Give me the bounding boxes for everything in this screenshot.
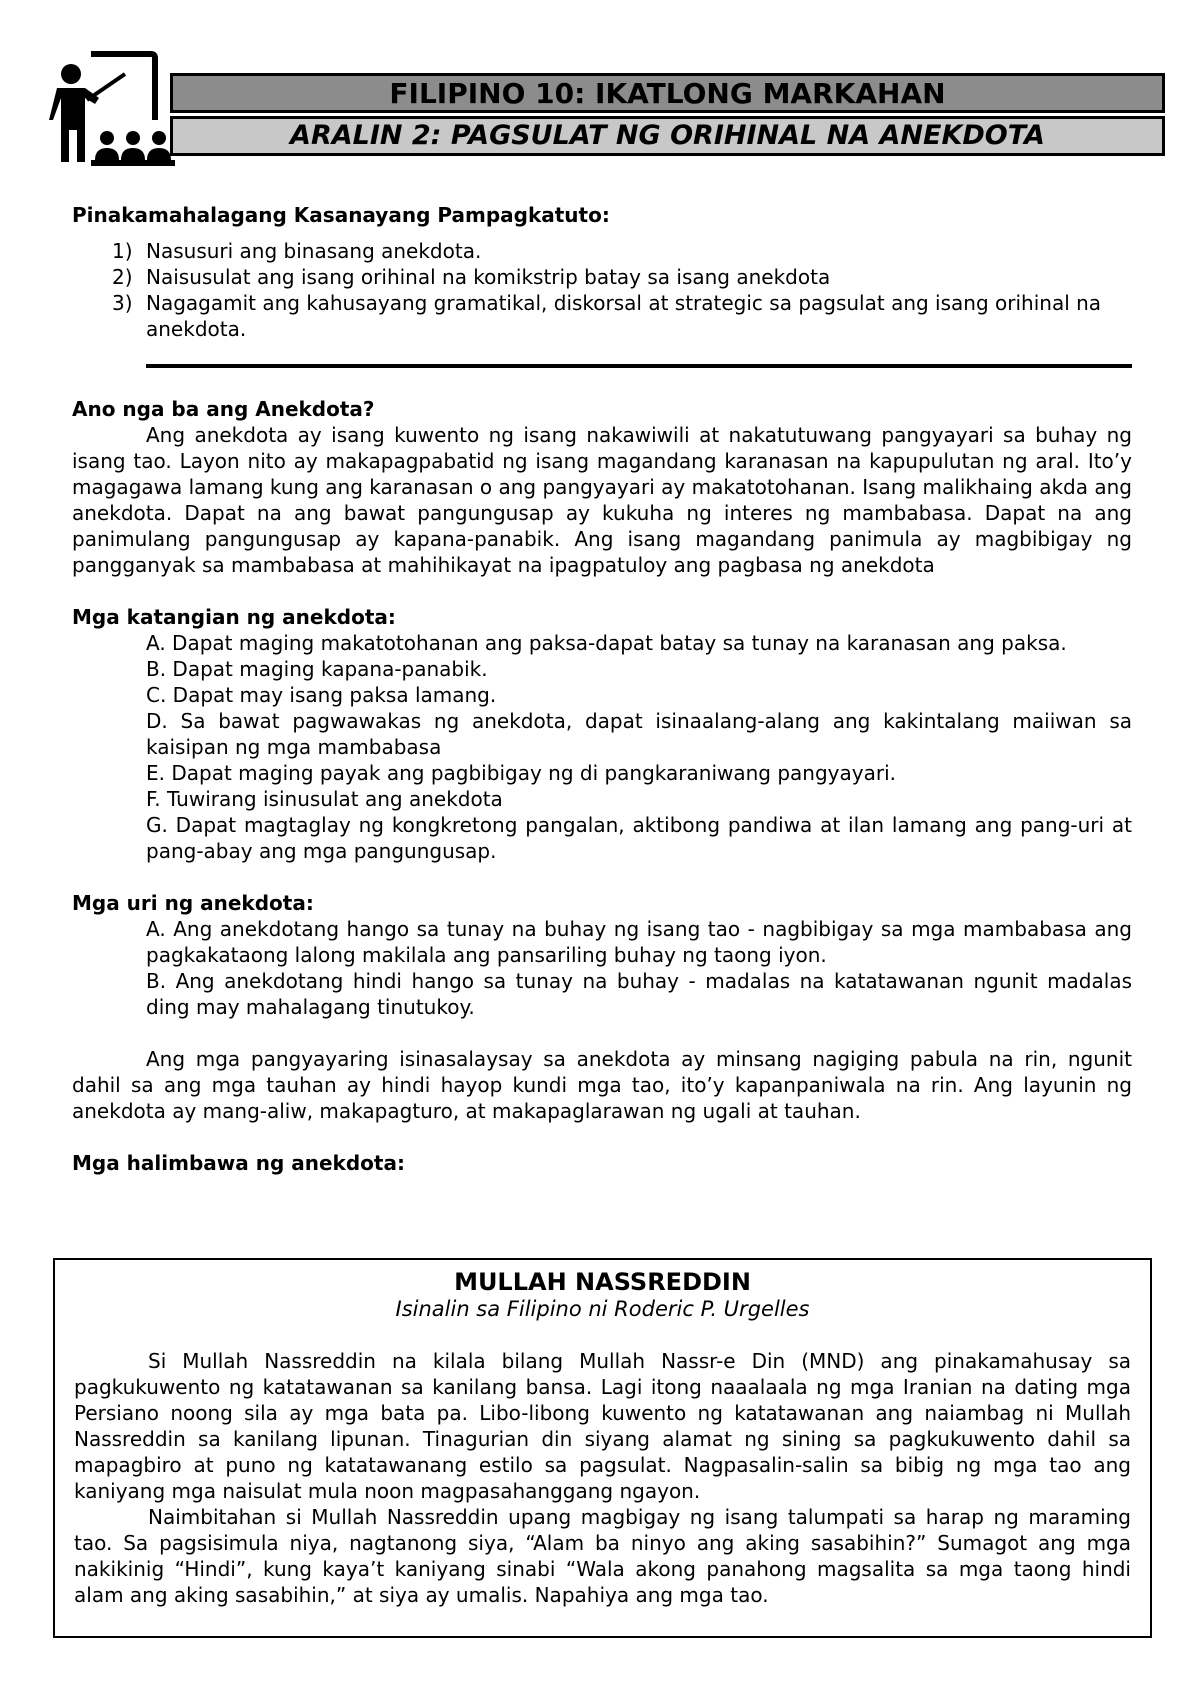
item-number: 3) <box>112 291 133 315</box>
list-item: F. Tuwirang isinusulat ang anekdota <box>146 787 503 811</box>
item-number: 1) <box>112 239 133 263</box>
characteristics-heading: Mga katangian ng anekdota: <box>72 605 396 629</box>
list-item: B. Ang anekdotang hindi hango sa tunay na buhay - madalas na katatawanan ngunit madalas ding may mahalagang tinutukoy. <box>146 969 1132 1019</box>
note-paragraph: Ang mga pangyayaring isinasalaysay sa anekdota ay minsang nagiging pabula na rin, ngunit dahil sa ang mga tauhan ay hindi hayop kundi mga tao, ito’y kapanpaniwala na rin. Ang layunin ng anekdota ay mang-aliw, makapagturo, at makapaglarawan ng ugali at tauhan. <box>72 1047 1132 1123</box>
story-body <box>74 1348 1131 1608</box>
item-number: 2) <box>112 265 133 289</box>
types-heading: Mga uri ng anekdota: <box>72 891 314 915</box>
types-list <box>72 916 1132 1020</box>
list-item: A. Ang anekdotang hango sa tunay na buhay ng isang tao - nagbibigay sa mga mambabasa ang pagkakataong lalong makilala ang pansariling buhay ng taong iyon. <box>146 917 1132 967</box>
characteristics-list <box>72 630 1132 864</box>
list-item: B. Dapat maging kapana-panabik. <box>146 657 488 681</box>
list-item: C. Dapat may isang paksa lamang. <box>146 683 497 707</box>
list-item <box>72 238 1132 264</box>
story-paragraph: Naimbitahan si Mullah Nassreddin upang magbigay ng isang talumpati sa harap ng maraming tao. Sa pagsisimula niya, nagtanong siya, “Alam ba ninyo ang aking sasabihin?” Sumagot ang mga nakikinig “Hindi”, kung kaya’t kaniyang sinabi “Wala akong panahong magsalita sa mga taong hindi alam ang aking sasabihin,” at siya ay umalis. Napahiya ang mga tao. <box>74 1505 1131 1607</box>
list-item: A. Dapat maging makatotohanan ang paksa-dapat batay sa tunay na karanasan ang paksa. <box>146 631 1067 655</box>
teacher-classroom-icon <box>47 50 175 172</box>
competencies-heading: Pinakamahalagang Kasanayang Pampagkatuto: <box>72 203 610 227</box>
item-text: Naisusulat ang isang orihinal na komikstrip batay sa isang anekdota <box>146 265 831 289</box>
examples-heading: Mga halimbawa ng anekdota: <box>72 1151 405 1175</box>
list-item <box>72 290 1132 342</box>
story-title: MULLAH NASSREDDIN <box>454 1268 751 1296</box>
definition-paragraph: Ang anekdota ay isang kuwento ng isang nakawiwili at nakatutuwang pangyayari sa buhay ng isang tao. Layon nito ay makapagpabatid ng isang magandang karanasan na kapupulutan ng aral. Ito’y magagawa lamang kung ang karanasan o ang pangyayari ay makatotohanan. Isang malikhaing akda ang anekdota. Dapat na ang bawat pangungusap ay kukuha ng interes ng mambabasa. Dapat na ang panimulang pangungusap ay kapana-panabik. Ang isang magandang panimula ay magbibigay ng pangganyak sa mambabasa at mahihikayat na ipagpatuloy ang pagbasa ng anekdota <box>72 423 1132 577</box>
page-title: FILIPINO 10: IKATLONG MARKAHAN <box>170 73 1165 113</box>
list-item: E. Dapat maging payak ang pagbibigay ng di pangkaraniwang pangyayari. <box>146 761 896 785</box>
main-content <box>72 202 1132 1176</box>
competencies-list <box>72 238 1132 342</box>
list-item <box>72 264 1132 290</box>
definition-heading: Ano nga ba ang Anekdota? <box>72 397 375 421</box>
story-subtitle: Isinalin sa Filipino ni Roderic P. Urgelles <box>395 1297 810 1321</box>
example-story-box <box>53 1258 1152 1638</box>
divider <box>146 364 1132 368</box>
item-text: Nagagamit ang kahusayang gramatikal, diskorsal at strategic sa pagsulat ang isang orihinal na anekdota. <box>146 291 1102 341</box>
list-item: D. Sa bawat pagwawakas ng anekdota, dapat isinaalang-alang ang kakintalang maiiwan sa kaisipan ng mga mambabasa <box>146 709 1132 759</box>
story-paragraph: Si Mullah Nassreddin na kilala bilang Mullah Nassr-e Din (MND) ang pinakamahusay sa pagkukuwento ng katatawanan sa kanilang bansa. Lagi itong naaalaala ng mga Iranian na dating mga Persiano noong sila ay mga bata pa. Libo-libong kuwento ng katatawanan ang naiambag ni Mullah Nassreddin sa kanilang lipunan. Tinagurian din siyang alamat ng sining sa pagkukuwento dahil sa mapagbiro at puno ng katatawanang estilo sa pagsulat. Nagpasalin-salin sa bibig ng mga tao ang kaniyang mga naisulat mula noon magpasahanggang ngayon. <box>74 1349 1131 1503</box>
lesson-title: ARALIN 2: PAGSULAT NG ORIHINAL NA ANEKDOTA <box>170 116 1165 156</box>
list-item: G. Dapat magtaglay ng kongkretong pangalan, aktibong pandiwa at ilan lamang ang pang-uri at pang-abay ang mga pangungusap. <box>146 813 1132 863</box>
item-text: Nasusuri ang binasang anekdota. <box>146 239 482 263</box>
